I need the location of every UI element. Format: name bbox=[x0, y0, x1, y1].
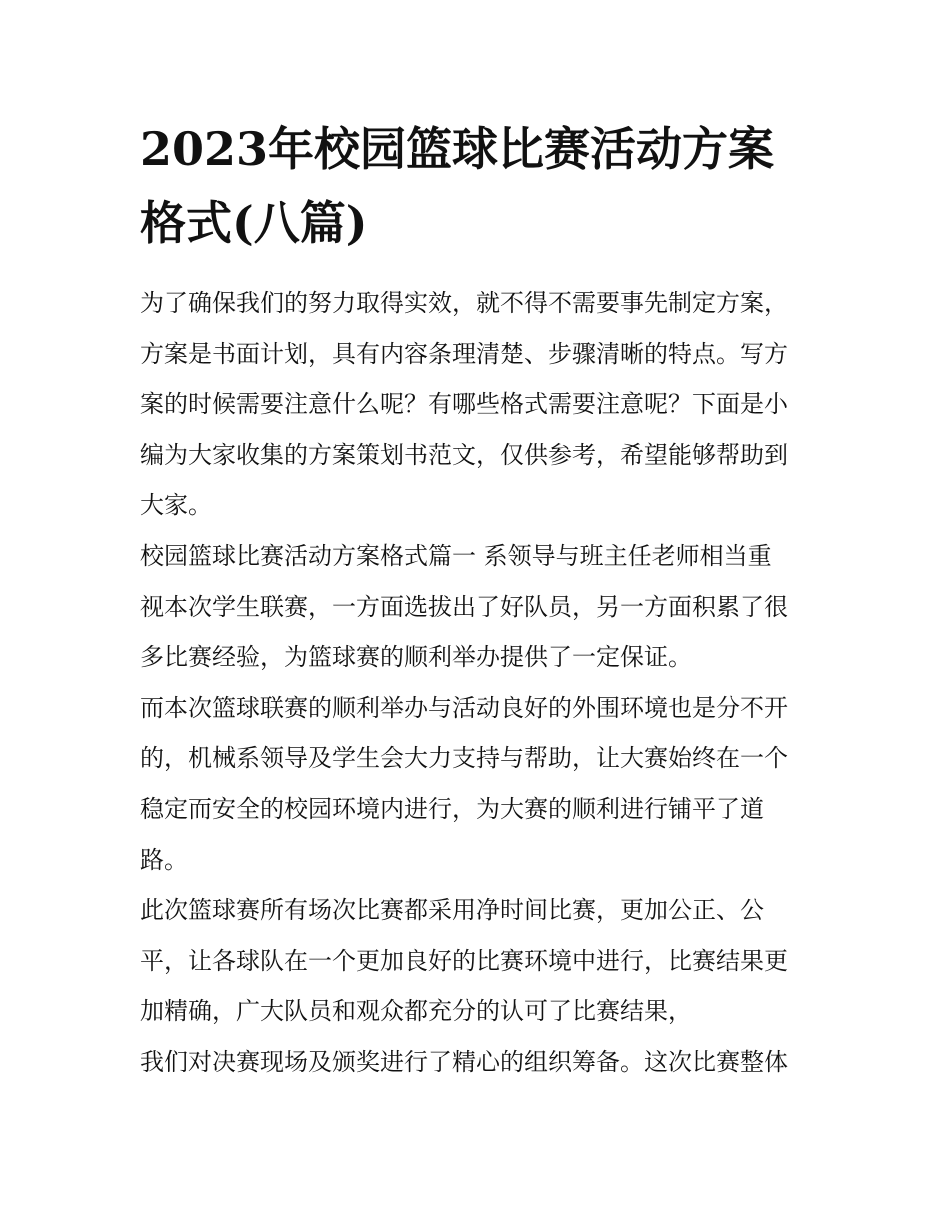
paragraph-line: 平，让各球队在一个更加良好的比赛环境中进行，比赛结果更 bbox=[140, 946, 788, 975]
paragraph-line: 而本次篮球联赛的顺利举办与活动良好的外围环境也是分不开 bbox=[140, 693, 788, 722]
document-title bbox=[140, 112, 830, 260]
paragraph-line: 多比赛经验，为篮球赛的顺利举办提供了一定保证。 bbox=[140, 643, 692, 672]
paragraph-line: 加精确，广大队员和观众都充分的认可了比赛结果， bbox=[140, 997, 692, 1026]
paragraph-line: 案的时候需要注意什么呢？有哪些格式需要注意呢？下面是小 bbox=[140, 390, 788, 419]
paragraph-line: 大家。 bbox=[140, 491, 212, 520]
paragraph-line: 此次篮球赛所有场次比赛都采用净时间比赛，更加公正、公 bbox=[140, 896, 764, 925]
paragraph-line: 视本次学生联赛，一方面选拔出了好队员，另一方面积累了很 bbox=[140, 592, 788, 621]
paragraph-line: 稳定而安全的校园环境内进行，为大赛的顺利进行铺平了道 bbox=[140, 794, 764, 823]
document-body bbox=[140, 278, 830, 1088]
paragraph-line: 编为大家收集的方案策划书范文，仅供参考，希望能够帮助到 bbox=[140, 440, 788, 469]
paragraph-line: 的，机械系领导及学生会大力支持与帮助，让大赛始终在一个 bbox=[140, 744, 788, 773]
title-line: 格式(八篇) bbox=[140, 196, 368, 250]
paragraph-line: 我们对决赛现场及颁奖进行了精心的组织筹备。这次比赛整体 bbox=[140, 1047, 788, 1076]
paragraph-line: 校园篮球比赛活动方案格式篇一 系领导与班主任老师相当重 bbox=[140, 541, 772, 570]
title-line: 2023年校园篮球比赛活动方案 bbox=[140, 122, 775, 176]
paragraph-line: 方案是书面计划，具有内容条理清楚、步骤清晰的特点。写方 bbox=[140, 339, 788, 368]
paragraph-line: 为了确保我们的努力取得实效，就不得不需要事先制定方案， bbox=[140, 289, 788, 317]
paragraph-line: 路。 bbox=[140, 845, 188, 874]
